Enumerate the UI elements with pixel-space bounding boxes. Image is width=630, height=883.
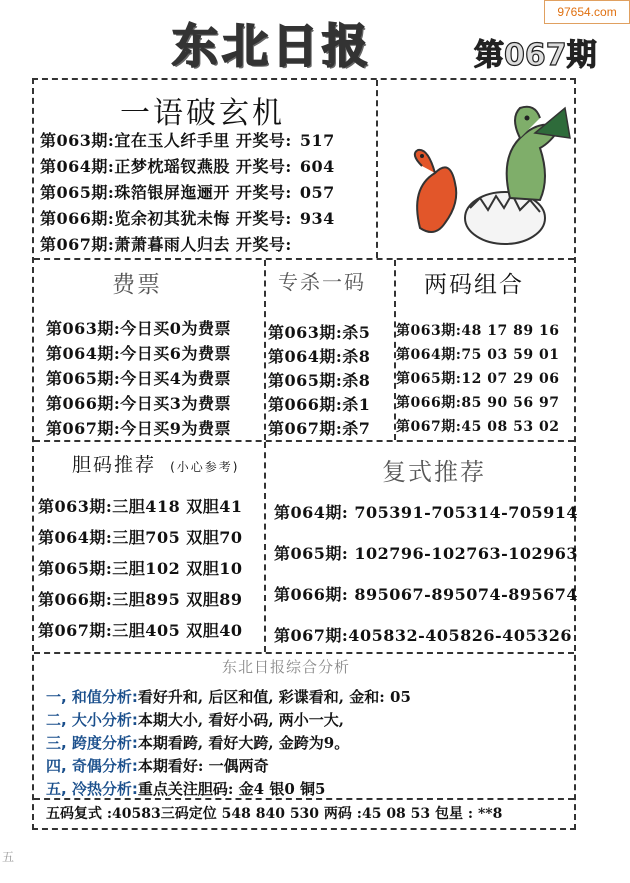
multi-row: [274, 541, 578, 564]
free-ticket-row: [46, 416, 231, 439]
draw-number: 517: [299, 131, 335, 150]
divider: [264, 442, 266, 652]
gall-text: 第063期:三胆418 双胆41: [38, 497, 243, 516]
riddle-text: 宜在玉人纤手里: [114, 131, 230, 150]
gall-text: 第066期:三胆895 双胆89: [38, 590, 243, 609]
divider: [34, 258, 574, 260]
period-label: 第066期:: [396, 395, 462, 411]
period-label: 第064期:: [396, 347, 462, 363]
multi-title: 复式推荐: [382, 458, 486, 486]
divider: [34, 652, 574, 654]
multi-text: 第064期: 705391-705314-705914: [274, 503, 579, 522]
kill-one-text: 第064期:杀8: [268, 347, 371, 366]
period-label: 第066期:: [40, 209, 115, 228]
gall-row: [38, 556, 243, 579]
analysis-label: 二, 大小分析:: [46, 711, 138, 729]
kill-one-row: [268, 320, 370, 343]
free-ticket-text: 第067期:今日买9为费票: [46, 419, 231, 438]
dinosaur-illustration: [400, 88, 572, 248]
draw-number: 057: [299, 183, 335, 202]
kill-one-text: 第065期:杀8: [268, 371, 371, 390]
two-combo-row: [396, 320, 559, 340]
draw-label: 开奖号:: [235, 183, 292, 202]
free-ticket-text: 第066期:今日买3为费票: [46, 394, 231, 413]
newspaper-title: 东北日报: [172, 19, 372, 73]
gall-title-text: 胆码推荐: [72, 454, 157, 476]
riddle-text: 览余初其犹未悔: [114, 209, 230, 228]
combo-numbers: 75 03 59 01: [461, 347, 560, 363]
period-label: 第063期:: [396, 323, 462, 339]
orange-dinosaur-head: [415, 150, 435, 173]
free-ticket-text: 第064期:今日买6为费票: [46, 344, 231, 363]
free-ticket-title: 费票: [112, 272, 162, 298]
riddle-title: 一语破玄机: [120, 96, 285, 131]
gall-text: 第065期:三胆102 双胆10: [38, 559, 243, 578]
draw-number: 934: [299, 209, 335, 228]
riddle-row: [40, 206, 335, 229]
gall-text: 第064期:三胆705 双胆70: [38, 528, 243, 547]
analysis-text: 本期看好: 一偶两奇: [137, 757, 269, 775]
gall-row: [38, 525, 243, 548]
draw-label: 开奖号:: [235, 131, 292, 150]
multi-row: [274, 623, 572, 646]
gall-title: [72, 450, 239, 477]
analysis-footer: 五码复式 :40583三码定位 548 840 530 两码 :45 08 53 包星 : **8: [46, 806, 503, 822]
divider: [34, 440, 574, 442]
period-label: 第064期:: [40, 157, 115, 176]
corner-mark: 五: [2, 850, 15, 864]
analysis-title: 东北日报综合分析: [222, 658, 351, 676]
two-combo-row: [396, 344, 559, 364]
gall-row: [38, 618, 243, 641]
period-label: 第065期:: [396, 371, 462, 387]
two-combo-row: [396, 368, 559, 388]
two-combo-row: [396, 392, 559, 412]
site-watermark: 97654.com: [544, 0, 630, 24]
riddle-row: [40, 180, 335, 203]
analysis-row: [46, 732, 349, 753]
multi-text: 第067期:405832-405826-405326: [274, 626, 572, 645]
period-label: 第067期:: [40, 235, 115, 254]
kill-one-row: [268, 416, 370, 439]
kill-one-title: 专杀一码: [278, 270, 366, 294]
two-combo-row: [396, 416, 559, 436]
analysis-row: [46, 778, 325, 799]
dinosaur-eye: [525, 116, 530, 121]
gall-note: (小心参考): [170, 460, 240, 474]
two-combo-title: 两码组合: [424, 272, 524, 298]
orange-dinosaur: [417, 167, 456, 232]
analysis-text: 看好升和, 后区和值, 彩谍看和, 金和: 05: [137, 688, 411, 706]
free-ticket-row: [46, 316, 231, 339]
kill-one-row: [268, 344, 370, 367]
divider: [34, 798, 574, 800]
analysis-text: 重点关注胆码: 金4 银0 铜5: [137, 780, 326, 798]
multi-row: [274, 582, 578, 605]
green-dinosaur-spikes: [535, 108, 570, 138]
analysis-label: 一, 和值分析:: [46, 688, 138, 706]
multi-text: 第065期: 102796-102763-102963: [274, 544, 579, 563]
kill-one-text: 第063期:杀5: [268, 323, 371, 342]
kill-one-text: 第067期:杀7: [268, 419, 371, 438]
free-ticket-row: [46, 341, 231, 364]
period-label: 第067期:: [396, 419, 462, 435]
analysis-text: 本期看跨, 看好大跨, 金跨为9。: [137, 734, 350, 752]
free-ticket-row: [46, 366, 231, 389]
issue-number: 第067期: [474, 38, 597, 73]
period-label: 第063期:: [40, 131, 115, 150]
kill-one-text: 第066期:杀1: [268, 395, 371, 414]
multi-text: 第066期: 895067-895074-895674: [274, 585, 579, 604]
free-ticket-row: [46, 391, 231, 414]
draw-label: 开奖号:: [235, 209, 292, 228]
draw-label: 开奖号:: [235, 157, 292, 176]
gall-text: 第067期:三胆405 双胆40: [38, 621, 243, 640]
divider: [264, 260, 266, 440]
riddle-text: 萧萧暮雨人归去: [114, 235, 230, 254]
gall-row: [38, 494, 243, 517]
combo-numbers: 48 17 89 16: [461, 323, 560, 339]
analysis-row: [46, 686, 411, 707]
draw-number: 604: [299, 157, 335, 176]
free-ticket-text: 第063期:今日买0为费票: [46, 319, 231, 338]
kill-one-row: [268, 368, 370, 391]
riddle-row: [40, 232, 300, 255]
combo-numbers: 45 08 53 02: [461, 419, 560, 435]
combo-numbers: 85 90 56 97: [461, 395, 560, 411]
divider: [376, 80, 378, 258]
dinosaur-eye: [420, 154, 424, 158]
free-ticket-text: 第065期:今日买4为费票: [46, 369, 231, 388]
analysis-label: 三, 跨度分析:: [46, 734, 138, 752]
analysis-label: 四, 奇偶分析:: [46, 757, 138, 775]
riddle-row: [40, 128, 335, 151]
analysis-label: 五, 冷热分析:: [46, 780, 138, 798]
riddle-text: 珠箔银屏迤逦开: [114, 183, 230, 202]
multi-row: [274, 500, 578, 523]
combo-numbers: 12 07 29 06: [461, 371, 560, 387]
riddle-text: 正梦枕瑶钗燕股: [114, 157, 230, 176]
gall-row: [38, 587, 243, 610]
kill-one-row: [268, 392, 370, 415]
analysis-text: 本期大小, 看好小码, 两小一大,: [137, 711, 345, 729]
period-label: 第065期:: [40, 183, 115, 202]
riddle-row: [40, 154, 335, 177]
analysis-row: [46, 709, 344, 730]
analysis-row: [46, 755, 269, 776]
draw-label: 开奖号:: [235, 235, 292, 254]
